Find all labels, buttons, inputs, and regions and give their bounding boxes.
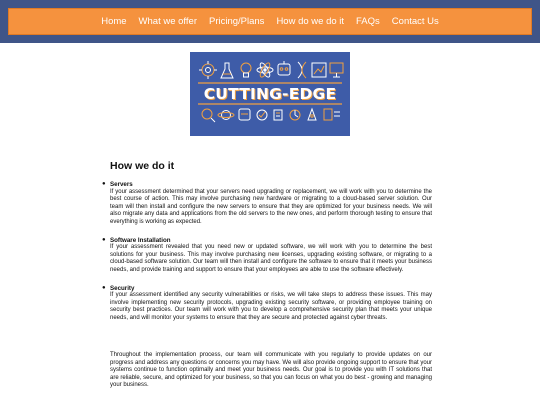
nav-home[interactable]: Home	[101, 16, 127, 27]
nav-contact-us[interactable]: Contact Us	[391, 16, 439, 27]
services-list	[102, 181, 432, 323]
closing-paragraph: Throughout the implementation process, our team will communicate with you regularly to provide updates on our progress and address any questions or concerns you may have. We will also provide ongoing support to ensure that your systems continue to function optimally and meet your business needs. Our goal is to provide you with IT solutions that are reliable, secure, and optimized for your business, so that you can focus on what you do best - growing and managing your business.	[110, 352, 432, 389]
page-title: How we do it	[110, 160, 175, 172]
nav-pricing-plans[interactable]: Pricing/Plans	[208, 16, 265, 27]
flask-icon	[221, 63, 233, 78]
robot-icon	[278, 61, 290, 75]
list-item-servers	[102, 181, 432, 227]
top-bar	[0, 0, 540, 43]
banner-title: CUTTING-EDGE	[203, 85, 337, 103]
list-item-software-installation	[102, 236, 432, 275]
atom-icon	[257, 62, 273, 79]
service-description: If your assessment identified any security vulnerabilities or risks, we will take steps to address these issues. This may involve implementing new security protocols, upgrading existing security software, or providing employee training on security best practices. Our team will work with you to develop a comprehensive security plan that meets your unique needs, and will monitor your systems to ensure that they are secure and protected against cyber threats.	[110, 292, 432, 321]
service-title: Security	[110, 284, 135, 292]
nav-what-we-offer[interactable]: What we offer	[138, 16, 197, 27]
bullet-icon: ●	[102, 284, 106, 291]
planet-icon	[218, 111, 234, 120]
cutting-edge-banner	[190, 52, 350, 136]
nav-how-we-do-it[interactable]: How do we do it	[276, 16, 345, 27]
bullet-icon: ●	[102, 181, 106, 187]
bullet-icon: ●	[102, 236, 106, 243]
main-content	[102, 160, 432, 333]
service-description: If your assessment determined that your servers need upgrading or replacement, we will work with you to determine the best course of action. This may involve purchasing new hardware or migrating to a cloud-based server solution. Our team will then install and configure the new servers to ensure that they are optimized for your business needs. We will also migrate any data and applications from the old servers to the new ones, and perform thorough testing to ensure that everything is working as expected.	[110, 188, 432, 225]
monitor-icon	[330, 63, 343, 77]
dna-icon	[298, 62, 306, 78]
lightbulb-icon	[241, 63, 251, 77]
magnifier-icon	[202, 109, 215, 122]
list-item-security	[102, 284, 432, 323]
nav-faqs[interactable]: FAQs	[356, 16, 380, 27]
service-title: Servers	[110, 181, 133, 188]
main-nav	[8, 8, 532, 35]
gear-icon	[199, 61, 217, 79]
chart-icon	[312, 63, 326, 77]
service-description: If your assessment revealed that you need new or updated software, we will work with you to determine the best solutions for your business. This may involve purchasing new licenses, upgrading existing software, or migrating to a cloud-based software solution. Our team will then install and configure the software to ensure that it meets your business needs, and provide training and support to ensure that your employees are able to use the software effectively.	[110, 244, 432, 273]
service-title: Software Installation	[110, 236, 171, 244]
